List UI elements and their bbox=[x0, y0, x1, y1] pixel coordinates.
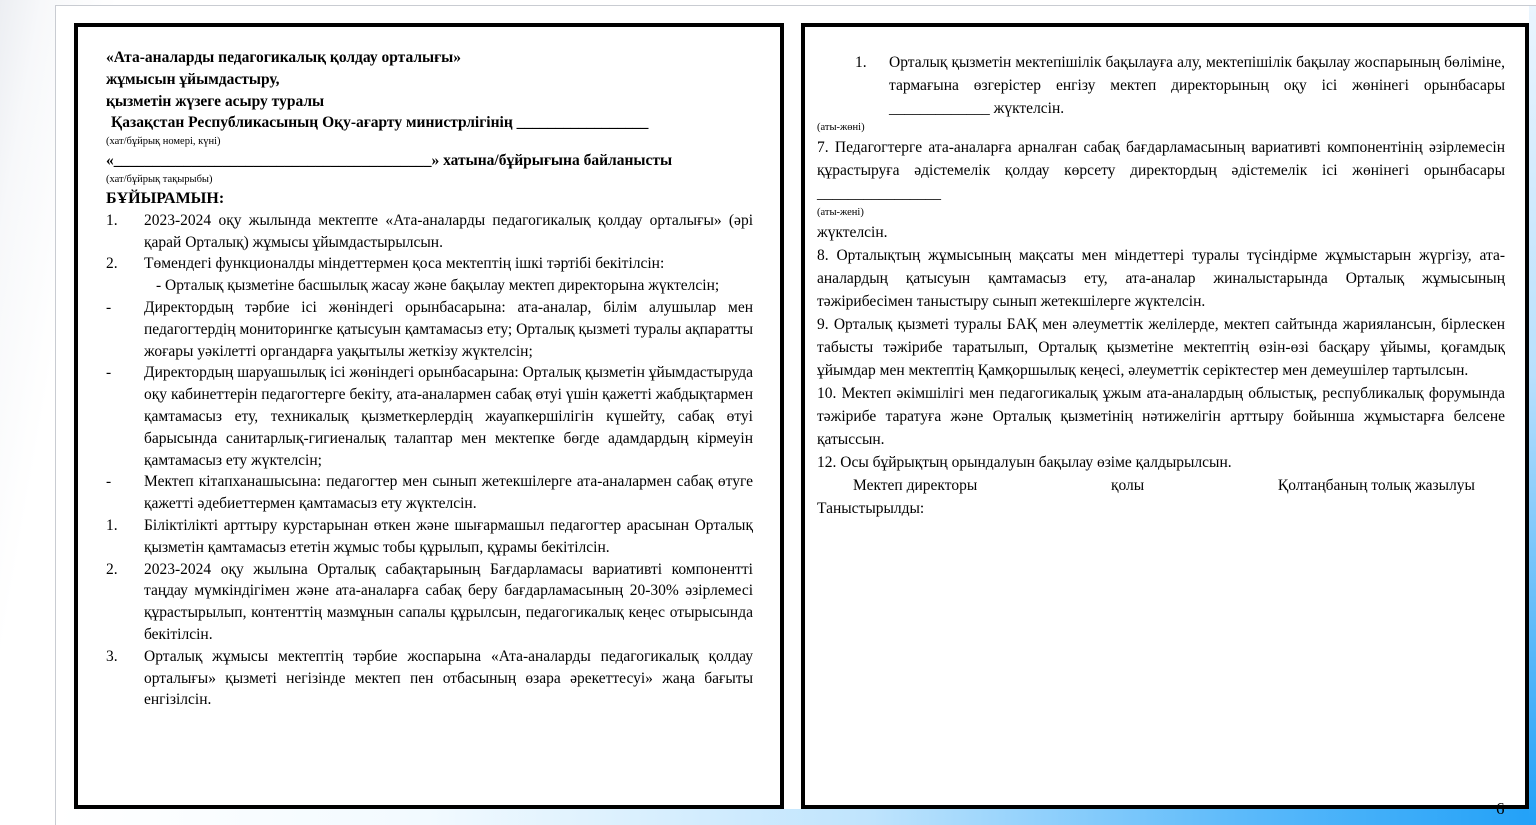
item-text: Біліктілікті арттыру курстарынан өткен және шығармашыл педагогтер арасынан Орталық қызметін қамтамасыз ететін жұмыс тобы құрылып, құрамы бекітілсін. bbox=[144, 516, 753, 556]
doc-title-line-3: қызметін жүзеге асыру туралы bbox=[106, 92, 325, 110]
order-item bbox=[106, 253, 753, 275]
item-marker: 1. bbox=[855, 54, 867, 71]
paragraph-9: 9. Орталық қызметі туралы БАҚ мен әлеуметтік желілерде, мектеп сайтында жариялансын, бірлескен табысты тәжірибе таратылып, Орталық қызметіне мектептің өзін-өзі басқару ұйымы, қоғамдық ұйымдар мен мектептің Қамқоршылық кеңесі, әлеуметтік серіктестер мен демеушілер тартылсын. bbox=[817, 316, 1505, 379]
item-text: Директордың тәрбие ісі жөніндегі орынбасарына: ата-аналар, білім алушылар мен педагогтердің мониторингке қатысуын қамтамасыз ету; Орталық қызметі туралы ақпаратты жоғары уәкілетті органдарға уақытылы жеткізу жүктелсін; bbox=[144, 298, 753, 360]
item-marker: 2. bbox=[106, 560, 118, 578]
paragraph-7: 7. Педагогтерге ата-аналарға арналған сабақ бағдарламасының вариативті компонентінің әзірлемесін құрастыруға әдістемелік қолдау көрсету директордың әдістемелік ісі жөнінегі орынбасары ________________ bbox=[817, 139, 1505, 202]
item-text: - Орталық қызметіне басшылық жасау және бақылау мектеп директорына жүктелсін; bbox=[156, 277, 720, 295]
order-heading: БҰЙЫРАМЫН: bbox=[106, 189, 225, 207]
item-marker: - bbox=[106, 364, 112, 382]
order-item bbox=[106, 559, 753, 646]
paragraph-12: 12. Осы бұйрықтың орындалуын бақылау өзіме қалдырылсын. bbox=[817, 454, 1232, 471]
name-blank-caption: (аты-жені) bbox=[817, 207, 864, 218]
order-item bbox=[106, 471, 753, 515]
signature-sign-label: қолы bbox=[1110, 477, 1145, 494]
item-marker: 3. bbox=[106, 647, 118, 665]
slide bbox=[55, 5, 1536, 825]
slide-right-accent-bar bbox=[1529, 6, 1536, 825]
order-items-list bbox=[106, 210, 753, 711]
item-text: Орталық жұмысы мектептің тәрбие жоспарына «Ата-аналарды педагогикалық қолдау орталығы» қызметі негізінде мектеп пен отбасының өзара әрекеттесуі» жаңа бағыты енгізілсін. bbox=[144, 647, 753, 709]
letter-reference-line: «_________________________________________» хатына/бұйрығына байланысты bbox=[106, 152, 673, 170]
letter-blank-caption: (хат/бұйрық тақырыбы) bbox=[106, 173, 213, 185]
name-blank-caption: (аты-жөні) bbox=[817, 122, 865, 133]
order-item bbox=[106, 646, 753, 711]
document-page-left[interactable] bbox=[74, 23, 784, 809]
item-text: Мектеп кітапханашысына: педагогтер мен сынып жетекшілерге ата-аналармен сабақ өтуге қажетті әдебиеттермен қамтамасыз ету жүктелсін. bbox=[144, 473, 753, 513]
order-item bbox=[106, 362, 753, 471]
order-subitem bbox=[106, 275, 753, 297]
order-item bbox=[106, 210, 753, 254]
item-text: 2023-2024 оқу жылында мектепте «Ата-аналарды педагогикалық қолдау орталығы» (әрі қарай Орталық) жұмысы ұйымдастырылсын. bbox=[144, 211, 753, 251]
document-page-right[interactable] bbox=[801, 23, 1529, 809]
signature-director-label: Мектеп директоры bbox=[853, 477, 978, 494]
signature-row bbox=[817, 474, 1505, 497]
order-item bbox=[106, 515, 753, 559]
slide-page-number: 6 bbox=[1496, 799, 1505, 818]
paragraph-8: 8. Орталықтың жұмысының мақсаты мен міндеттері туралы түсіндірме жұмыстарын жүргізу, ата-аналардың қатысуын қамтамасыз ету, ата-аналар жиналыстарында Орталық жұмысының тәжірибесімен таныстыру сынып жетекшілерге жүктелсін. bbox=[817, 247, 1505, 310]
item-text: Директордың шаруашылық ісі жөніндегі орынбасарына: Орталық қызметін ұйымдастыруда оқу кабинеттерін педагогтерге бекіту, ата-аналармен сабақ өтуі үшін қажетті жабдықтармен қамтамасыз ету, техникалық қызметкерлердің жауапкершілігін күшейту, сабақ өтуі барысында санитарлық-гигиеналық талаптар мен мектепке бөгде адамдардың кірмеуін қамтамасыз ету жүктелсін; bbox=[144, 364, 753, 469]
paragraph-10: 10. Мектеп әкімшілігі мен педагогикалық ұжым ата-аналардың облыстық, республикалық форумында тәжірибе таратуға және Орталық қызметінің нәтижелігін арттыру бойынша жұмыстарға белсене қатыссын. bbox=[817, 385, 1505, 448]
ministry-blank-caption: (хат/бұйрық номері, күні) bbox=[106, 136, 221, 148]
acknowledged-label: Таныстырылды: bbox=[817, 500, 925, 517]
item-text: Төмендегі функционалды міндеттермен қоса мектептің ішкі тәртібі бекітілсін: bbox=[144, 255, 665, 273]
item-marker: - bbox=[106, 298, 112, 316]
item-text: Орталық қызметін мектепішілік бақылауға алу, мектепішілік бақылау жоспарының бөліміне, тармағына өзгерістер енгізу мектеп директорының оқу ісі жөнінегі орынбасары _____________ жүктелсін. bbox=[889, 54, 1505, 117]
slide-bottom-accent-bar bbox=[56, 809, 1536, 825]
item-marker: - bbox=[106, 473, 112, 491]
paragraph-7-tail: жүктелсін. bbox=[817, 224, 888, 241]
item-text: 2023-2024 оқу жылына Орталық сабақтарының Бағдарламасы вариативті компонентті таңдау мүмкіндігімен және ата-аналарға сабақ беру бағдарламасының 20-30% әзірлемесі құрастырылып, контенттің мазмұнын сапалы құрылсын, педагогикалық кеңес отырысында бекітілсін. bbox=[144, 560, 753, 643]
signature-fullname-label: Қолтаңбаның толық жазылуы bbox=[1277, 477, 1475, 494]
item-marker: 2. bbox=[106, 255, 118, 273]
ministry-line: Қазақстан Республикасының Оқу-ағарту министрлігінің _________________ bbox=[111, 114, 649, 132]
order-item bbox=[817, 51, 1505, 120]
doc-title-line-2: жұмысын ұйымдастыру, bbox=[106, 70, 280, 88]
doc-title-line-1: «Ата-аналарды педагогикалық қолдау орталығы» bbox=[106, 49, 462, 66]
item-marker: 1. bbox=[106, 211, 118, 229]
item-marker: 1. bbox=[106, 516, 118, 534]
order-item bbox=[106, 297, 753, 362]
